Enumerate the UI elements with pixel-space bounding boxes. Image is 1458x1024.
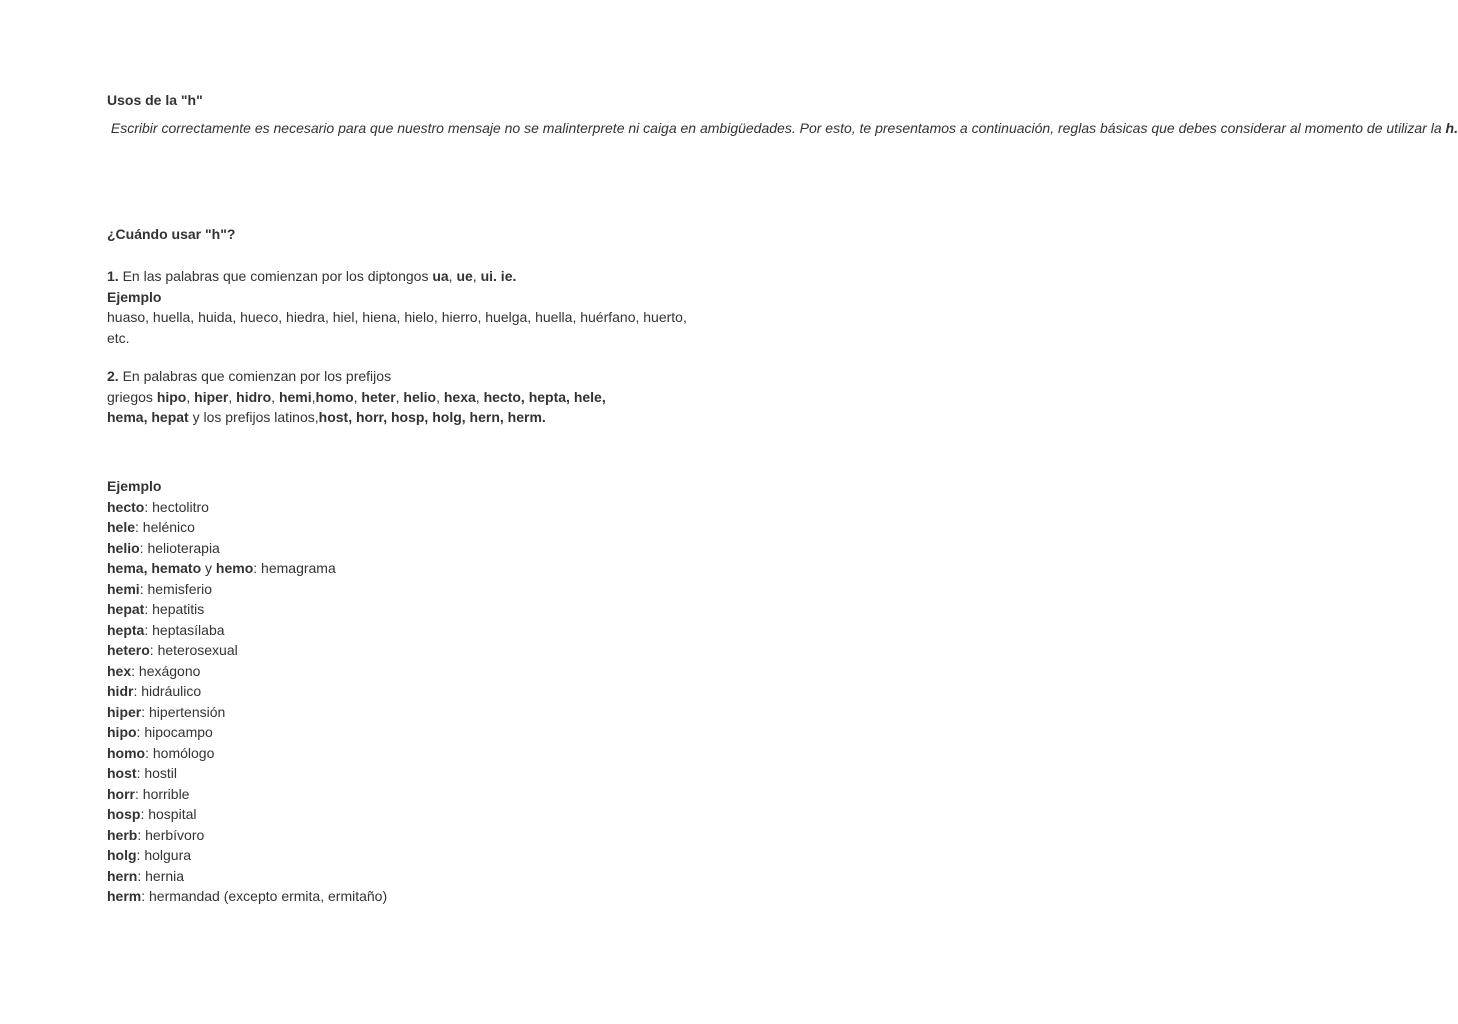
example-word: : hemagrama <box>253 560 336 576</box>
example-word: : hemisferio <box>139 580 213 597</box>
example-word: : hepatitis <box>144 601 205 617</box>
rule-1-text: En las palabras que comienzan por los diptongos <box>118 268 433 284</box>
example-prefix: hele <box>107 519 136 535</box>
example-row <box>107 784 687 805</box>
example-row <box>107 497 687 518</box>
example-prefix: hemo <box>215 560 254 576</box>
example-prefix: hepta <box>107 621 145 638</box>
example-word: : hidráulico <box>133 683 202 699</box>
example-row <box>107 640 687 661</box>
latin-prefix-list: host, horr, hosp, holg, hern, herm. <box>318 409 546 425</box>
example-word: : horrible <box>135 785 190 802</box>
rule-2-latin-prefixes <box>107 407 687 428</box>
prefix: hexa <box>443 388 476 405</box>
example-word: : hostil <box>136 765 178 781</box>
separator: , <box>472 268 481 284</box>
prefix: hipo <box>156 388 187 405</box>
prefix: heter <box>361 388 396 405</box>
example-word: : heptasílaba <box>144 621 225 638</box>
example-prefix: hema, hemato <box>107 560 202 576</box>
rule-2-text: En palabras que comienzan por los prefijos <box>118 368 392 384</box>
example-prefix: hepat <box>107 601 145 617</box>
diphthong-ua: ua <box>432 268 449 284</box>
example-row <box>107 804 687 825</box>
rule-1 <box>107 266 687 348</box>
intro-paragraph <box>107 118 1458 139</box>
document-title: Usos de la "h" <box>107 92 203 108</box>
example-word: : hernia <box>137 867 185 884</box>
example-prefix: host <box>107 765 137 781</box>
prefix: hemi <box>278 388 312 405</box>
section-heading: ¿Cuándo usar "h"? <box>107 226 236 242</box>
example-prefix: hidr <box>107 683 134 699</box>
separator: , <box>228 388 237 405</box>
example-connector: y <box>201 560 216 576</box>
example-prefix: hern <box>107 867 138 884</box>
prefix: hidro <box>236 388 272 405</box>
example-row <box>107 763 687 784</box>
example-prefix: homo <box>107 744 146 761</box>
rule-1-example-label: Ejemplo <box>107 288 162 305</box>
separator: , <box>353 388 362 405</box>
example-prefix: helio <box>107 539 140 556</box>
prefix: helio <box>403 388 437 405</box>
rule-1-statement <box>107 266 687 287</box>
example-word: : herbívoro <box>137 826 205 843</box>
example-row <box>107 825 687 846</box>
rule-2-greek-prefixes <box>107 387 687 408</box>
separator: , <box>475 388 484 405</box>
example-word: : hipocampo <box>136 724 213 740</box>
example-row <box>107 886 687 907</box>
example-row <box>107 579 687 600</box>
rule-1-number: 1. <box>107 268 119 284</box>
intro-text: Escribir correctamente es necesario para que nuestro mensaje no se malinterprete ni caiga en ambigüedades. Por esto, te presentamos a continuación, reglas básicas que debes considerar al momento de utilizar la <box>107 120 1446 136</box>
example-word: : helioterapia <box>139 539 220 556</box>
separator: , <box>186 388 195 405</box>
example-prefix: hosp <box>107 806 141 822</box>
example-prefix: herm <box>107 888 142 904</box>
example-prefix: holg <box>107 847 137 863</box>
prefix: hiper <box>194 388 229 405</box>
example-row <box>107 599 687 620</box>
separator: , <box>271 388 279 405</box>
greek-label: griegos <box>107 388 157 405</box>
prefix: hema, hepat <box>107 409 189 425</box>
example-row <box>107 620 687 641</box>
example-row <box>107 517 687 538</box>
example-row <box>107 702 687 723</box>
separator: , <box>395 388 404 405</box>
example-prefix: horr <box>107 785 135 802</box>
example-prefix: hetero <box>107 642 150 658</box>
example-word: : hospital <box>140 806 197 822</box>
rule-2 <box>107 366 687 428</box>
examples-list <box>107 476 687 907</box>
examples-body <box>107 497 687 907</box>
diphthong-ue: ue <box>456 268 473 284</box>
example-word: : hexágono <box>131 662 201 679</box>
separator: , <box>436 388 444 405</box>
rule-2-number: 2. <box>107 368 119 384</box>
example-row <box>107 845 687 866</box>
example-word: : homólogo <box>145 744 215 761</box>
example-word: : hectolitro <box>144 498 209 515</box>
example-word: : heterosexual <box>149 642 238 658</box>
latin-text: y los prefijos latinos, <box>188 409 319 425</box>
example-row <box>107 722 687 743</box>
example-row <box>107 743 687 764</box>
example-word: : hermandad (excepto ermita, ermitaño) <box>141 888 388 904</box>
intro-bold-h: h. <box>1445 120 1458 136</box>
example-row <box>107 538 687 559</box>
example-prefix: hemi <box>107 580 140 597</box>
rule-2-statement <box>107 366 687 387</box>
example-row <box>107 681 687 702</box>
prefix: homo <box>315 388 354 405</box>
example-prefix: herb <box>107 826 138 843</box>
example-row <box>107 661 687 682</box>
example-word: : helénico <box>135 519 195 535</box>
example-prefix: hipo <box>107 724 137 740</box>
example-word: : holgura <box>136 847 192 863</box>
example-prefix: hiper <box>107 703 142 720</box>
diphthong-ui-ie: ui. ie. <box>480 268 517 284</box>
separator: , <box>311 388 316 405</box>
example-row <box>107 558 687 579</box>
rule-1-example-words: huaso, huella, huida, hueco, hiedra, hiel, hiena, hielo, hierro, huelga, huella, huérfano, huerto, etc. <box>107 309 687 346</box>
prefix: hecto, hepta, hele, <box>483 388 606 405</box>
separator: , <box>448 268 457 284</box>
example-row <box>107 866 687 887</box>
example-word: : hipertensión <box>141 703 226 720</box>
example-prefix: hecto <box>107 498 145 515</box>
examples-label: Ejemplo <box>107 478 162 494</box>
example-prefix: hex <box>107 662 132 679</box>
